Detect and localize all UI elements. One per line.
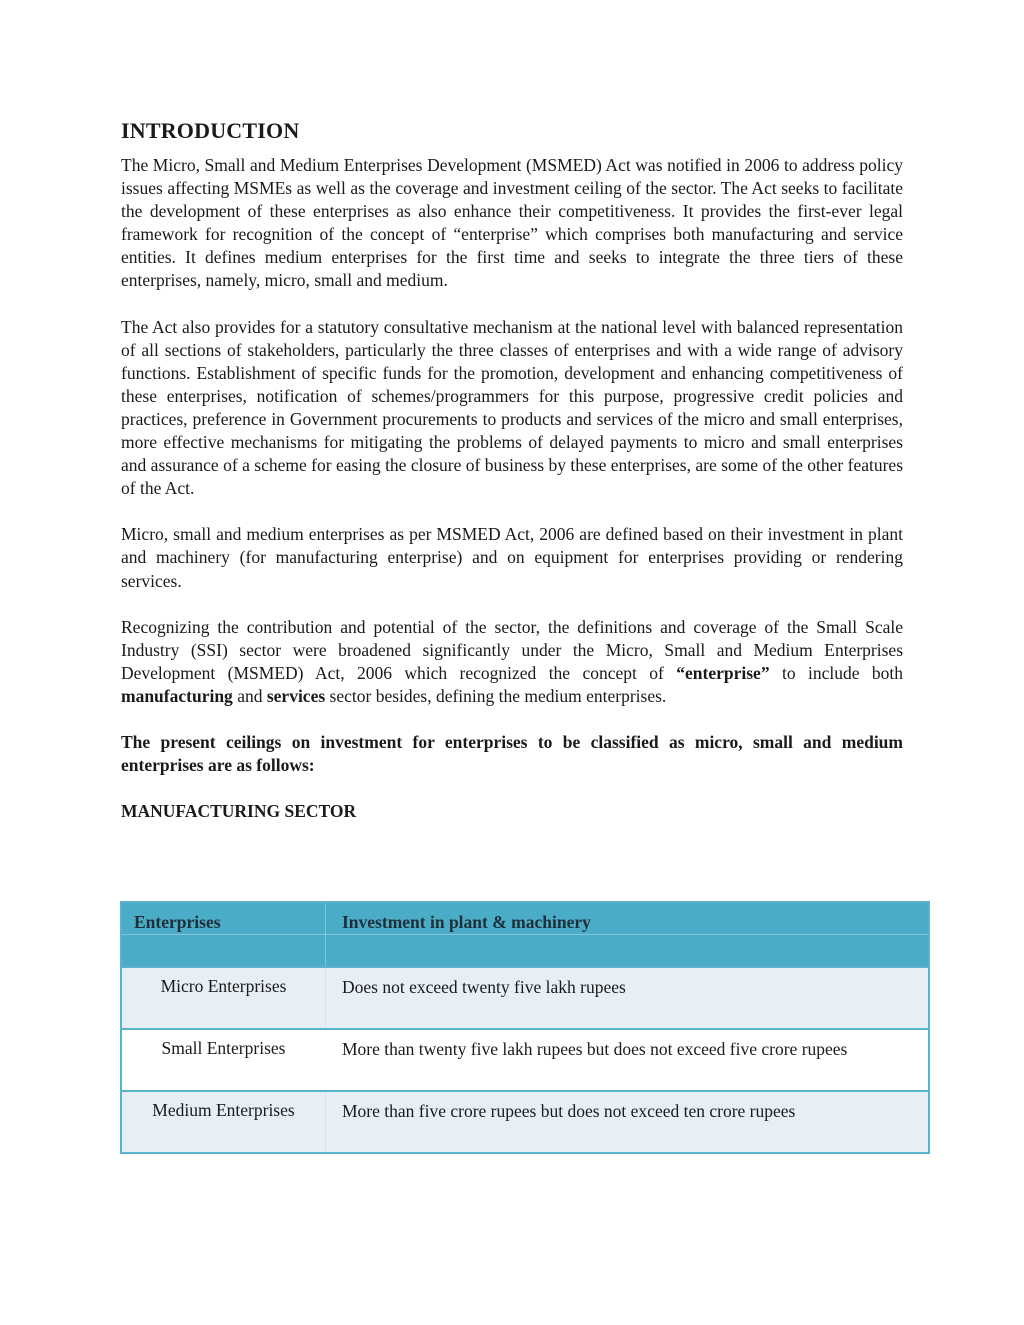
table-row [122, 1028, 928, 1090]
p4-text-e: and [232, 685, 267, 706]
p4-text-c: to include both [769, 662, 904, 683]
investment-cell: More than five crore rupees but does not exceed ten crore rupees [342, 1101, 796, 1121]
p4-text-a: Recognizing the contribution and potential of the sector, the definitions and coverage of the Small Scale Industry (SSI) sector were broadened significantly under the Micro, Small and Medium Enterprises Development (MSMED) Act, 2006 which recognized the concept of [121, 616, 903, 683]
intro-paragraph-1: The Micro, Small and Medium Enterprises Development (MSMED) Act was notified in 2006 to address policy issues affecting MSMEs as well as the coverage and investment ceiling of the sector. The Act seeks to facilitate the development of these enterprises as also enhance their competitiveness. It provides the first-ever legal framework for recognition of the concept of “enterprise” which comprises both manufacturing and service entities. It defines medium enterprises for the first time and seeks to integrate the three tiers of these enterprises, namely, micro, small and medium. [121, 155, 903, 291]
sector-heading: MANUFACTURING SECTOR [121, 801, 357, 822]
intro-paragraph-2: The Act also provides for a statutory consultative mechanism at the national level with balanced representation of all sections of stakeholders, particularly the three classes of enterprises and with a wide range of advisory functions. Establishment of specific funds for the promotion, development and enhancing competitiveness of these enterprises, notification of schemes/programmers for this purpose, progressive credit policies and practices, preference in Government procurements to products and services of the micro and small enterprises, more effective mechanisms for mitigating the problems of delayed payments to micro and small enterprises and assurance of a scheme for easing the closure of business by these enterprises, are some of the other features of the Act. [121, 316, 903, 499]
investment-cell: More than twenty five lakh rupees but does not exceed five crore rupees [342, 1039, 848, 1059]
p4-manufacturing-term: manufacturing [121, 685, 233, 706]
enterprise-cell: Small Enterprises [122, 1030, 326, 1090]
table-row [122, 1090, 928, 1152]
header-divider [122, 934, 928, 935]
enterprise-cell: Medium Enterprises [122, 1092, 326, 1152]
p4-services-term: services [266, 685, 326, 706]
header-investment: Investment in plant & machinery [342, 912, 591, 932]
p4-enterprise-term: “enterprise” [676, 662, 770, 683]
enterprise-cell: Micro Enterprises [122, 968, 326, 1028]
table-row [122, 966, 928, 1028]
ceiling-statement: The present ceilings on investment for enterprises to be classified as micro, small and medium enterprises are as follows: [121, 731, 903, 776]
header-enterprises: Enterprises [122, 903, 326, 966]
investment-table [120, 901, 930, 1154]
intro-paragraph-3: Micro, small and medium enterprises as per MSMED Act, 2006 are defined based on their investment in plant and machinery (for manufacturing enterprise) and on equipment for enterprises providing or rendering services. [121, 524, 903, 591]
document-body [121, 118, 903, 822]
intro-paragraph-4 [121, 616, 903, 708]
table-header [122, 903, 928, 966]
p4-text-g: sector besides, defining the medium enterprises. [325, 685, 667, 706]
page-title: INTRODUCTION [121, 118, 300, 143]
investment-cell: Does not exceed twenty five lakh rupees [342, 977, 626, 997]
